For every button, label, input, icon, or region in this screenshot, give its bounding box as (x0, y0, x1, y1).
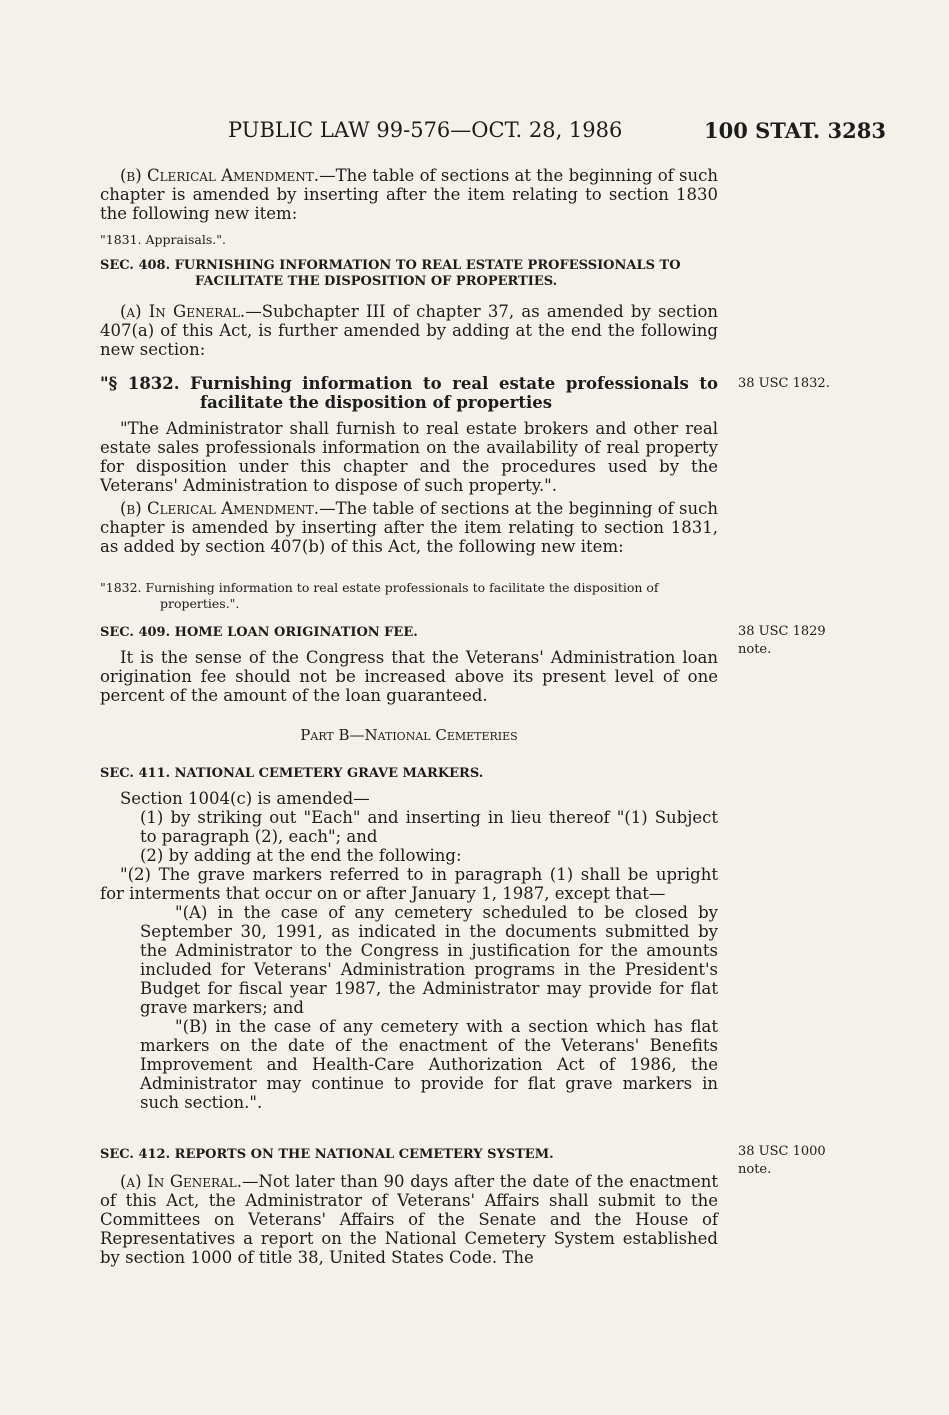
section-1832-text (100, 419, 718, 495)
running-head-title: PUBLIC LAW 99-576—OCT. 28, 1986 (228, 118, 623, 142)
subsection-label: (a) In General. (120, 1172, 242, 1191)
table-item-text: "1832. Furnishing information to real estate professionals to facilitate the disposition of properties.". (100, 580, 659, 611)
body-paragraph: "(2) The grave markers referred to in paragraph (1) shall be upright for interments that occur on or after January 1, 1987, except that— (100, 865, 718, 903)
section-heading-text: SEC. 408. FURNISHING INFORMATION TO REAL ESTATE PROFESSIONALS TO FACILITATE THE DISPOSITION OF PROPERTIES. (100, 258, 681, 289)
part-b-heading: Part B—National Cemeteries (300, 726, 518, 744)
section-heading-text: SEC. 412. REPORTS ON THE NATIONAL CEMETERY SYSTEM. (100, 1147, 554, 1162)
body-paragraph: "(B) in the case of any cemetery with a section which has flat markers on the date of the enactment of the Veterans' Benefits Improvement and Health-Care Authorization Act of 1986, the Administrator may continue to provide for flat grave markers in such section.". (140, 1017, 718, 1112)
section-409-text (100, 648, 718, 705)
section-heading-text: "§ 1832. Furnishing information to real estate professionals to facilitate the disposition of properties (100, 374, 718, 412)
section-409-heading (100, 625, 718, 641)
table-item-text: "1831. Appraisals.". (100, 232, 226, 247)
margin-note-line: 38 USC 1000 (738, 1144, 826, 1159)
section-411-body (100, 789, 718, 1112)
subsection-label: (b) Clerical Amendment. (120, 499, 320, 518)
section-411-heading (100, 766, 718, 782)
body-paragraph: It is the sense of the Congress that the Veterans' Administration loan origination fee should not be increased above its present level of one percent of the amount of the loan guaranteed. (100, 648, 718, 705)
section-412-heading (100, 1147, 718, 1163)
body-paragraph: "The Administrator shall furnish to real estate brokers and other real estate sales professionals information on the availability of real property for disposition under this chapter and the procedures used by the Veterans' Administration to dispose of such property.". (100, 419, 718, 495)
margin-note-line: 38 USC 1829 (738, 624, 826, 639)
running-head-stat: 100 STAT. 3283 (704, 118, 886, 143)
margin-note-1000 (738, 1143, 826, 1179)
section-412-subsection-a (100, 1172, 718, 1267)
subsection-text: —The table of sections at the beginning of such chapter is amended by inserting after the item relating to section 1830 the following new item: (100, 166, 718, 223)
section-408-subsection-a (100, 302, 718, 359)
clerical-amendment-1831 (100, 166, 718, 223)
subsection-text: —Subchapter III of chapter 37, as amended by section 407(a) of this Act, is further amended by adding at the end the following new section: (100, 302, 719, 359)
subsection-text: —Not later than 90 days after the date of the enactment of this Act, the Administrator of Veterans' Affairs shall submit to the Committees on Veterans' Affairs of the Senate and the House of Representatives a report on the National Cemetery System established by section 1000 of title 38, United States Code. The (100, 1172, 718, 1267)
body-paragraph: Section 1004(c) is amended— (120, 789, 370, 808)
section-408-subsection-b (100, 499, 718, 556)
body-paragraph: (2) by adding at the end the following: (140, 846, 462, 865)
section-408-heading (100, 258, 718, 290)
section-heading-text: SEC. 409. HOME LOAN ORIGINATION FEE. (100, 625, 418, 640)
margin-note-line: note. (738, 1162, 772, 1177)
body-paragraph: (1) by striking out "Each" and inserting in lieu thereof "(1) Subject to paragraph (2), each"; and (140, 808, 718, 846)
margin-note-1832: 38 USC 1832. (738, 376, 830, 391)
margin-note-line: note. (738, 642, 772, 657)
body-paragraph: "(A) in the case of any cemetery scheduled to be closed by September 30, 1991, as indicated in the documents submitted by the Administrator to the Congress in justification for the amounts included for Veterans' Administration programs in the President's Budget for fiscal year 1987, the Administrator may provide for flat grave markers; and (140, 903, 718, 1017)
table-item-1831 (100, 232, 718, 248)
margin-note-1829 (738, 623, 826, 659)
subsection-text: —The table of sections at the beginning of such chapter is amended by inserting after the item relating to section 1831, as added by section 407(b) of this Act, the following new item: (100, 499, 718, 556)
subsection-label: (b) Clerical Amendment. (120, 166, 320, 185)
subsection-label: (a) In General. (120, 302, 246, 321)
section-1832-heading (100, 374, 718, 412)
table-item-1832 (100, 580, 718, 612)
section-heading-text: SEC. 411. NATIONAL CEMETERY GRAVE MARKERS. (100, 766, 484, 781)
